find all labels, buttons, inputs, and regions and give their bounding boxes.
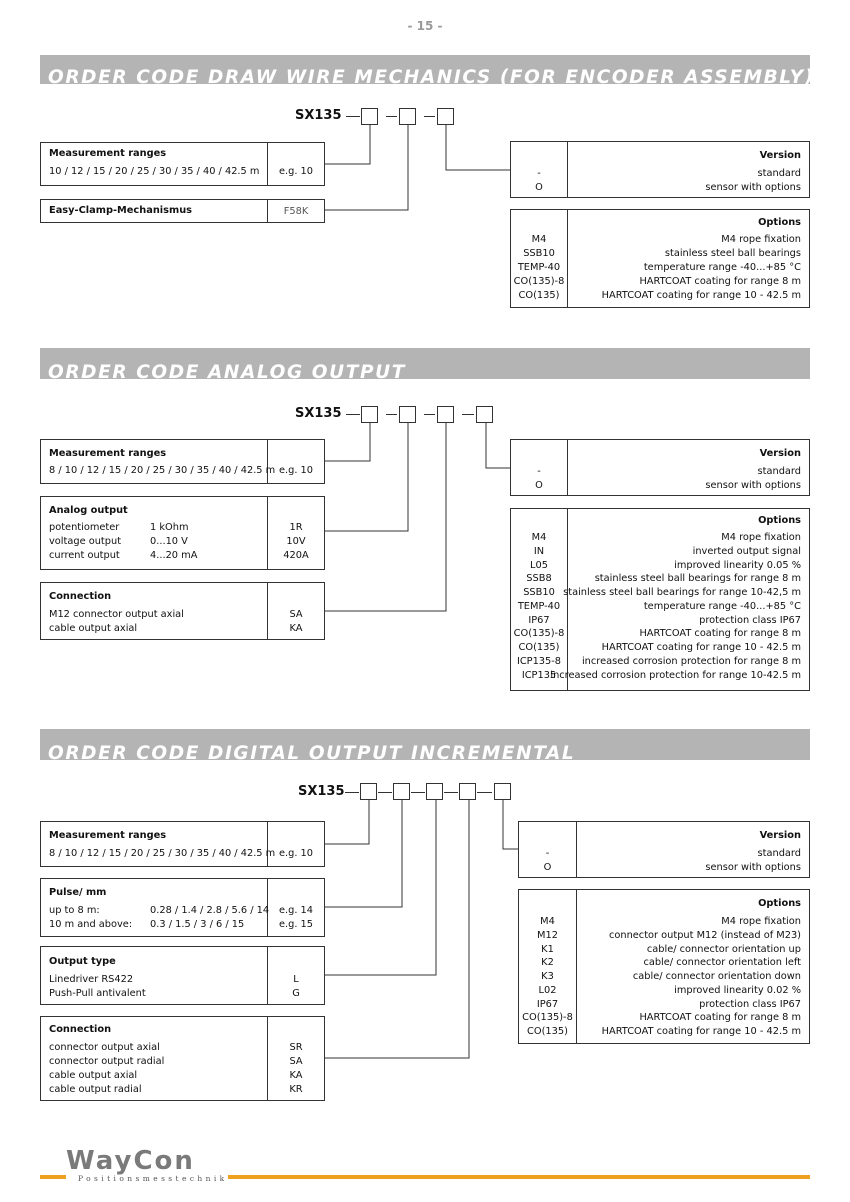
output-type-code: L <box>293 974 299 985</box>
footer-accent-line <box>228 1175 810 1179</box>
option-code: TEMP-40 <box>517 262 561 273</box>
order-code-prefix: SX135 <box>298 784 345 799</box>
box-title: Measurement ranges <box>49 830 167 841</box>
analog-code: 10V <box>286 536 306 547</box>
option-code: CO(135)-8 <box>513 628 565 640</box>
box-title: Options <box>758 217 801 228</box>
option-code: K3 <box>541 971 554 982</box>
option-code: CO(135) <box>527 1026 568 1037</box>
output-type-code: G <box>292 988 300 999</box>
option-code: CO(135) <box>518 290 560 301</box>
waycon-logo: WayCon <box>66 1146 195 1176</box>
option-desc: HARTCOAT coating for range 10 - 42.5 m <box>601 642 801 653</box>
connection-code: KA <box>289 623 303 634</box>
box-title: Version <box>759 448 801 459</box>
box-title: Options <box>758 515 801 526</box>
analog-code: 1R <box>289 522 303 533</box>
option-code: L05 <box>530 559 548 571</box>
connection-name: connector output radial <box>49 1056 165 1067</box>
version-desc: standard <box>757 848 801 859</box>
version-desc: standard <box>757 168 801 179</box>
version-code: - <box>537 466 541 477</box>
box-title: Easy-Clamp-Mechanismus <box>49 205 192 216</box>
connection-name: M12 connector output axial <box>49 609 184 620</box>
option-desc: protection class IP67 <box>699 998 801 1010</box>
option-desc: HARTCOAT coating for range 8 m <box>639 276 801 287</box>
version-desc: sensor with options <box>705 480 801 491</box>
analog-name: potentiometer <box>49 522 120 533</box>
section-title: ORDER CODE DRAW WIRE MECHANICS (FOR ENCODER ASSEMBLY) <box>48 67 815 88</box>
option-desc: protection class IP67 <box>699 614 801 626</box>
pulse-value: 0.28 / 1.4 / 2.8 / 5.6 / 14 <box>150 905 270 916</box>
option-desc: cable/ connector orientation down <box>632 971 801 982</box>
version-code: O <box>535 480 543 491</box>
option-desc: stainless steel ball bearings for range 10-42,5 m <box>563 587 801 598</box>
option-desc: temperature range -40...+85 °C <box>643 262 801 273</box>
order-code-prefix: SX135 <box>295 108 342 123</box>
pulse-code: e.g. 14 <box>278 905 314 916</box>
option-code: TEMP-40 <box>517 600 561 612</box>
option-code: ICP135-8 <box>516 655 562 667</box>
range-example: e.g. 10 <box>278 848 314 859</box>
box-title: Analog output <box>49 505 128 516</box>
connection-code: SA <box>289 609 303 620</box>
option-code: ICP135 <box>521 669 557 681</box>
range-example: e.g. 10 <box>278 465 314 476</box>
option-code: L02 <box>538 984 557 996</box>
pulse-name: 10 m and above: <box>49 919 133 930</box>
option-code: SSB8 <box>526 573 552 585</box>
option-desc: HARTCOAT coating for range 10 - 42.5 m <box>601 1026 801 1037</box>
option-desc: connector output M12 (instead of M23) <box>608 929 801 941</box>
option-code: IP67 <box>528 614 550 626</box>
option-code: K2 <box>541 957 554 969</box>
option-code: M4 <box>540 916 555 927</box>
option-desc: HARTCOAT coating for range 10 - 42.5 m <box>601 290 801 301</box>
version-desc: standard <box>757 466 801 477</box>
option-desc: increased corrosion protection for range 10-42.5 m <box>550 669 801 681</box>
footer-accent-line <box>40 1175 66 1179</box>
option-desc: HARTCOAT coating for range 8 m <box>639 628 801 640</box>
box-title: Options <box>758 898 801 909</box>
connection-name: cable output axial <box>49 623 138 634</box>
analog-value: 1 kOhm <box>150 522 189 533</box>
box-title: Connection <box>49 1024 112 1035</box>
box-title: Version <box>759 150 801 161</box>
range-values: 8 / 10 / 12 / 15 / 20 / 25 / 30 / 35 / 40 / 42.5 m <box>49 465 276 476</box>
pulse-value: 0.3 / 1.5 / 3 / 6 / 15 <box>150 919 245 930</box>
option-desc: improved linearity 0.02 % <box>674 984 801 996</box>
option-code: IP67 <box>536 998 559 1010</box>
connection-code: SR <box>289 1042 303 1053</box>
pulse-code: e.g. 15 <box>278 919 314 930</box>
connection-name: cable output axial <box>49 1070 138 1081</box>
box-title: Connection <box>49 591 112 602</box>
option-desc: M4 rope fixation <box>721 532 801 543</box>
section-title: ORDER CODE DIGITAL OUTPUT INCREMENTAL <box>48 743 576 764</box>
version-code: - <box>537 168 541 179</box>
output-type-name: Linedriver RS422 <box>49 974 134 985</box>
version-desc: sensor with options <box>705 182 801 193</box>
option-code: IN <box>533 545 545 557</box>
box-title: Version <box>759 830 801 841</box>
option-code: M4 <box>531 532 547 543</box>
output-type-name: Push-Pull antivalent <box>49 988 146 999</box>
version-desc: sensor with options <box>705 862 801 873</box>
version-code: O <box>535 182 543 193</box>
range-example: e.g. 10 <box>278 166 314 177</box>
version-code: - <box>545 848 550 859</box>
option-code: K1 <box>541 943 554 955</box>
range-values: 8 / 10 / 12 / 15 / 20 / 25 / 30 / 35 / 40 / 42.5 m <box>49 848 276 859</box>
analog-code: 420A <box>283 550 309 561</box>
box-title: Measurement ranges <box>49 148 167 159</box>
option-desc: stainless steel ball bearings <box>664 248 801 259</box>
connection-code: SA <box>289 1056 303 1067</box>
option-desc: HARTCOAT coating for range 8 m <box>639 1012 801 1024</box>
option-code: CO(135)-8 <box>513 276 565 287</box>
pulse-name: up to 8 m: <box>49 905 100 916</box>
option-code: CO(135) <box>518 642 560 653</box>
logo-tagline: Positionsmesstechnik <box>78 1174 228 1183</box>
page-number: - 15 - <box>407 19 443 33</box>
option-desc: improved linearity 0.05 % <box>674 559 801 571</box>
analog-value: 4...20 mA <box>150 550 198 561</box>
option-desc: M4 rope fixation <box>721 234 801 245</box>
option-code: M12 <box>537 929 558 941</box>
option-desc: stainless steel ball bearings for range 8 m <box>594 573 801 585</box>
option-desc: M4 rope fixation <box>721 916 801 927</box>
option-desc: inverted output signal <box>692 545 801 557</box>
box-title: Pulse/ mm <box>49 887 107 898</box>
version-code: O <box>543 862 552 873</box>
option-desc: increased corrosion protection for range 8 m <box>581 655 801 667</box>
option-desc: cable/ connector orientation up <box>646 943 801 955</box>
option-desc: cable/ connector orientation left <box>643 957 801 969</box>
option-code: SSB10 <box>523 248 555 259</box>
analog-name: current output <box>49 550 120 561</box>
clamp-code: F58K <box>283 206 309 217</box>
option-code: SSB10 <box>523 587 555 598</box>
connection-code: KA <box>289 1070 303 1081</box>
option-code: CO(135)-8 <box>522 1012 573 1024</box>
box-title: Output type <box>49 956 116 967</box>
analog-value: 0...10 V <box>150 536 188 547</box>
option-desc: temperature range -40...+85 °C <box>643 600 801 612</box>
connection-code: KR <box>289 1084 303 1095</box>
order-code-prefix: SX135 <box>295 406 342 421</box>
section-title: ORDER CODE ANALOG OUTPUT <box>48 362 406 383</box>
analog-name: voltage output <box>49 536 122 547</box>
box-title: Measurement ranges <box>49 448 167 459</box>
range-values: 10 / 12 / 15 / 20 / 25 / 30 / 35 / 40 / 42.5 m <box>49 166 260 177</box>
connection-name: cable output radial <box>49 1084 142 1095</box>
option-code: M4 <box>531 234 547 245</box>
connection-name: connector output axial <box>49 1042 160 1053</box>
